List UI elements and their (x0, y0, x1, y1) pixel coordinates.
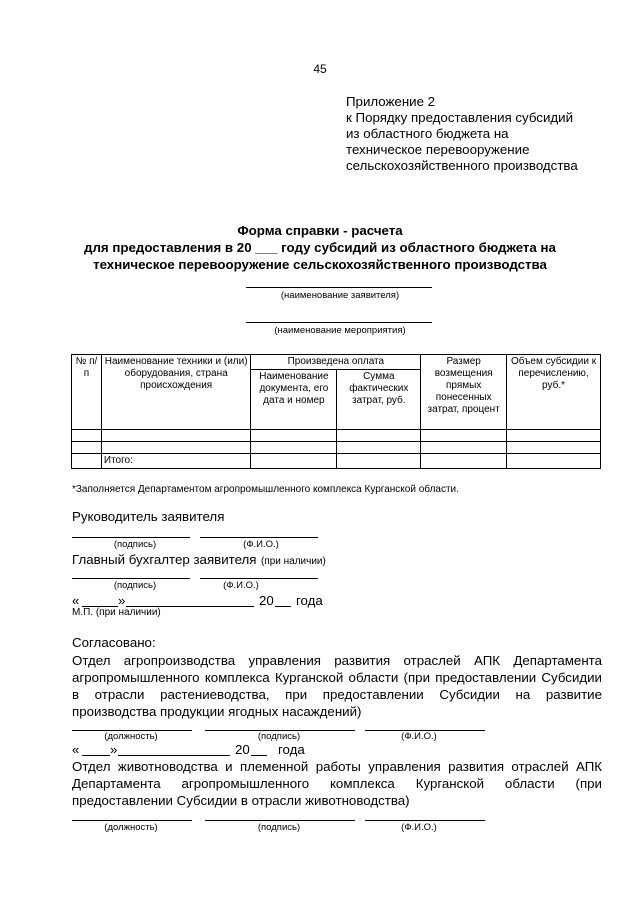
title-line: Форма справки - расчета (237, 223, 403, 238)
date-quote-open: « (72, 742, 80, 757)
signature-line (72, 537, 190, 538)
position-line (72, 820, 192, 821)
table-total-row (72, 454, 601, 469)
col-sum-header: Сумма фактических затрат, руб. (337, 370, 421, 430)
date-day-line (82, 755, 110, 756)
date-quote-open: « (72, 593, 80, 608)
fio-line (365, 820, 485, 821)
title-line: для предоставления в 20 ___ году субсидий из областного бюджета на (84, 240, 556, 255)
col-paid-group-header: Произведена оплата (251, 355, 421, 370)
applicant-name-caption: (наименование заявителя) (280, 290, 400, 301)
accountant-label: Главный бухгалтер заявителя (72, 552, 257, 567)
col-equipment-header: Наименование техники и (или) оборудования, страна происхождения (101, 355, 251, 430)
applicant-name-line (246, 287, 432, 288)
date-year-line (251, 755, 267, 756)
footnote: *Заполняется Департаментом агропромышленного комплекса Курганской области. (72, 484, 459, 495)
fio-caption: (Ф.И.О.) (401, 822, 437, 833)
col-rate-header: Размер возмещения прямых понесенных затрат, процент (421, 355, 507, 430)
date-quote-close: » (118, 593, 126, 608)
fio-caption: (Ф.И.О.) (243, 539, 279, 550)
col-number-header: № п/п (72, 355, 102, 430)
table-row (72, 442, 601, 454)
sign-caption: (подпись) (257, 822, 301, 833)
col-document-header: Наименование документа, его дата и номер (251, 370, 337, 430)
accountant-note: (при наличии) (260, 556, 326, 567)
fio-caption: (Ф.И.О.) (401, 731, 437, 742)
fio-line (200, 537, 318, 538)
department-1-text: Отдел агропроизводства управления развития отраслей АПК Департамента агропромышленного комплекса Курганской области (при предоставлении Субсидии в отрасли растениеводства, при предоставлении Субсидии на развитие производства продукции ягодных насаждений) (72, 653, 602, 719)
agreed-heading: Согласовано: (72, 635, 156, 650)
date-century: 20 (259, 593, 274, 608)
date-century: 20 (235, 742, 250, 757)
appendix-line: из областного бюджета на (346, 126, 509, 141)
signature-line (72, 578, 190, 579)
event-name-caption: (наименование мероприятия) (274, 325, 406, 336)
department-2-text: Отдел животноводства и племенной работы управления развития отраслей АПК Департамента агропромышленного комплекса Курганской области (при предоставлении Субсидии в отрасли животноводства) (72, 759, 602, 808)
date-quote-close: » (110, 742, 118, 757)
sign-caption: (подпись) (257, 731, 301, 742)
event-name-line (246, 322, 432, 323)
title-line: техническое перевооружение сельскохозяйственного производства (93, 257, 547, 272)
form-title (60, 222, 580, 273)
position-caption: (должность) (104, 822, 158, 833)
appendix-line: техническое перевооружение (346, 142, 530, 157)
page-number: 45 (313, 62, 327, 76)
position-caption: (должность) (104, 731, 158, 742)
head-label: Руководитель заявителя (72, 509, 225, 524)
accountant-block (72, 551, 326, 569)
table-row (72, 430, 601, 442)
appendix-line: к Порядку предоставления субсидий (346, 110, 573, 125)
total-label: Итого: (101, 454, 251, 469)
date-year-line (275, 606, 291, 607)
sign-caption: (подпись) (113, 580, 157, 591)
appendix-line: сельскохозяйственного производства (346, 158, 578, 173)
appendix-header (346, 94, 578, 174)
signature-line (205, 820, 355, 821)
seal-note: М.П. (при наличии) (72, 607, 161, 618)
fio-line (200, 578, 318, 579)
date-year-label: года (278, 742, 305, 757)
fio-caption: (Ф.И.О.) (223, 580, 259, 591)
calculation-table (71, 354, 601, 469)
sign-caption: (подпись) (113, 539, 157, 550)
date-year-label: года (296, 593, 323, 608)
col-subsidy-header: Объем субсидии к перечислению, руб.* (507, 355, 601, 430)
appendix-line: Приложение 2 (346, 94, 436, 109)
date-month-line (118, 755, 230, 756)
